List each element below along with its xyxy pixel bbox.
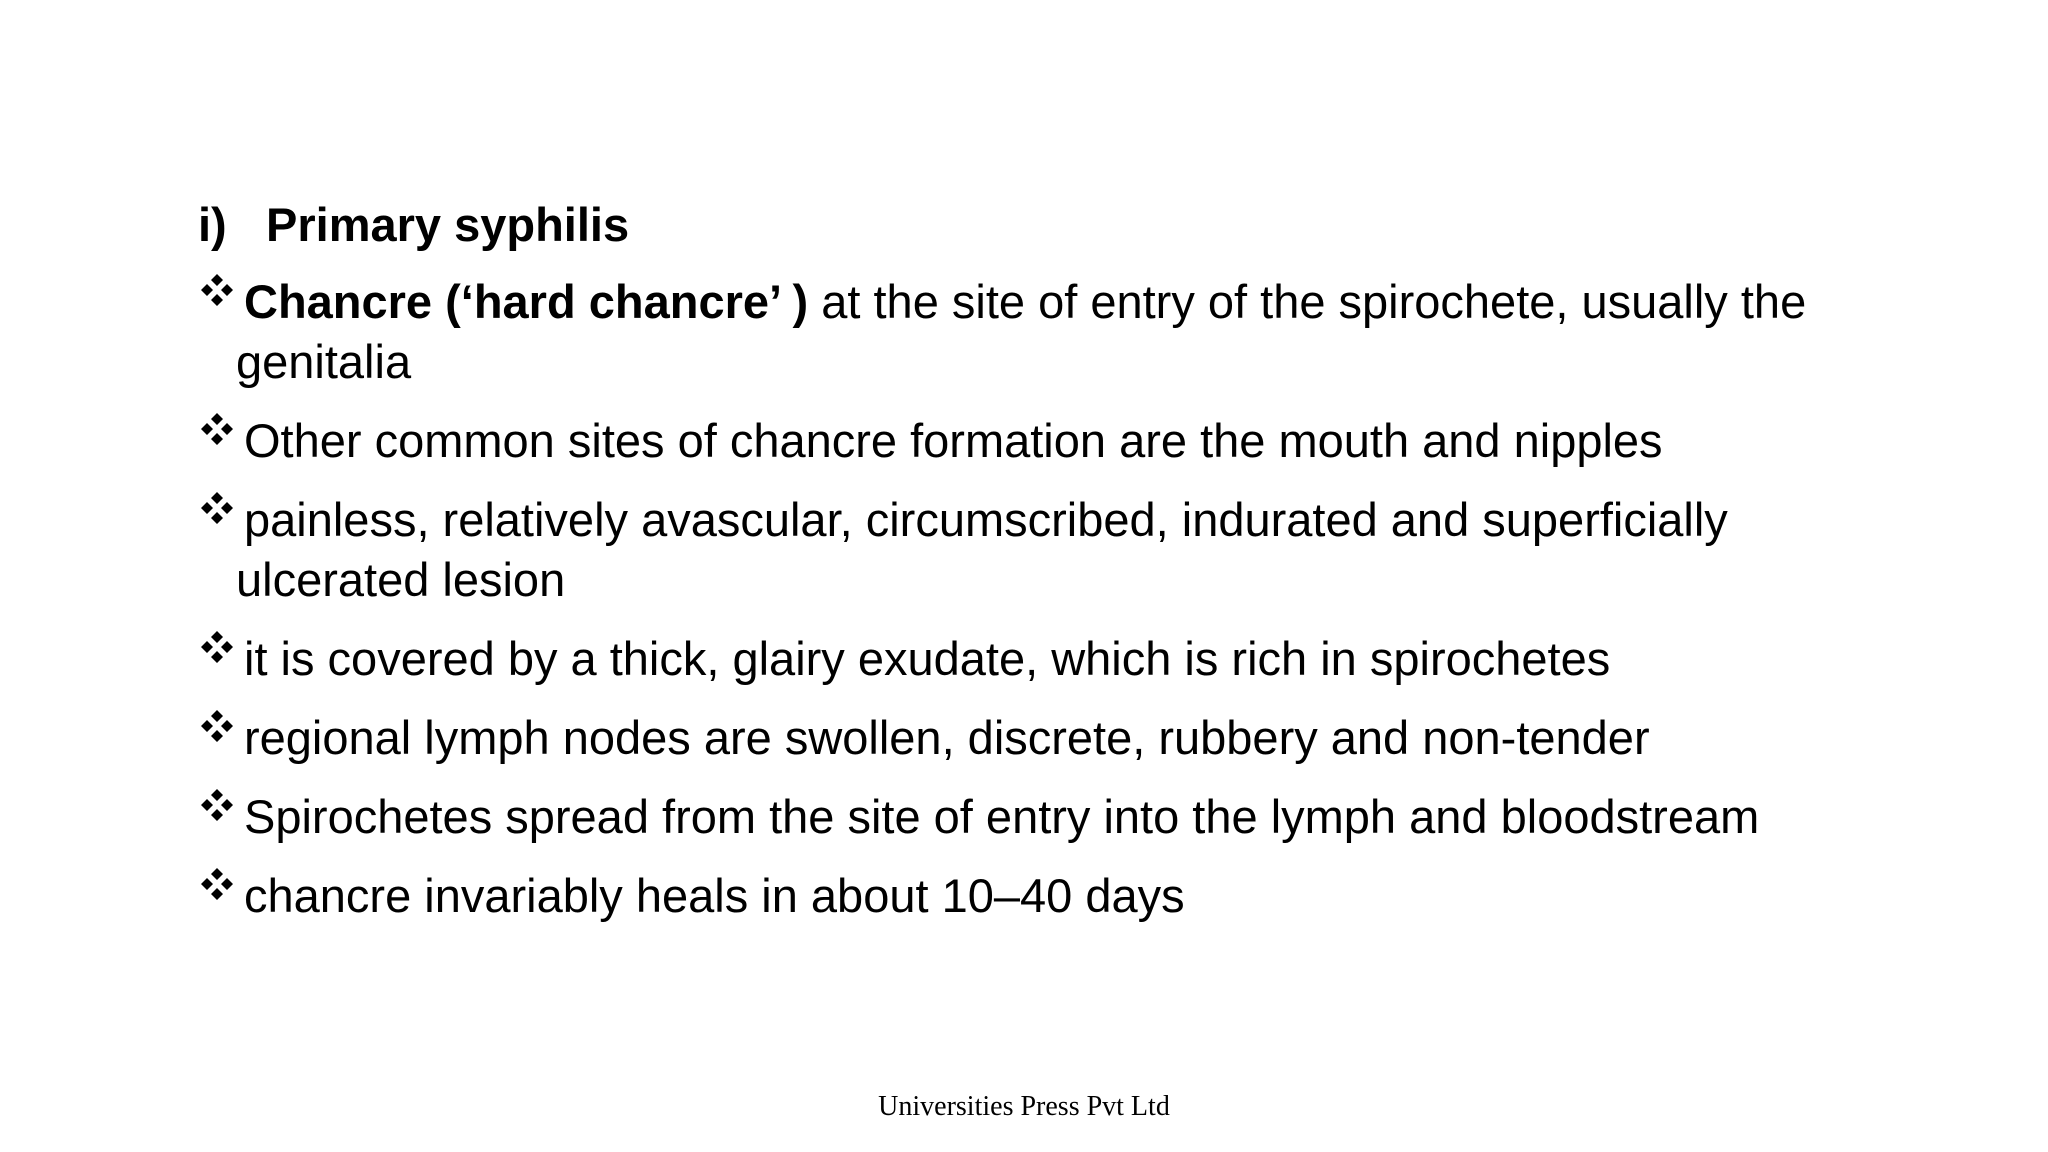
bullet-bold-lead: Chancre (‘hard chancre’ ) [244,275,809,328]
bullet-text [244,708,1918,768]
four-diamond-bullet-icon [198,272,244,316]
section-number: i) [198,198,227,251]
bullet-continuation: ulcerated lesion [236,553,566,606]
list-item [198,708,1918,768]
list-item [198,787,1918,847]
slide-content [198,196,1918,945]
four-diamond-bullet-icon [198,708,244,752]
bullet-continuation: genitalia [236,335,412,388]
bullet-text [244,787,1918,847]
bullet-line: Other common sites of chancre formation are the mouth and nipples [244,414,1663,467]
bullet-list [198,272,1918,926]
four-diamond-bullet-icon [198,787,244,831]
section-heading [198,196,1918,254]
four-diamond-bullet-icon [198,629,244,673]
list-item [198,411,1918,471]
bullet-line: chancre invariably heals in about 10–40 days [244,869,1185,922]
four-diamond-bullet-icon [198,411,244,455]
bullet-text [244,411,1918,471]
section-title: Primary syphilis [266,198,630,251]
bullet-line: painless, relatively avascular, circumscribed, indurated and superficially [244,493,1728,546]
list-item [198,866,1918,926]
bullet-text [236,272,1918,392]
bullet-line: regional lymph nodes are swollen, discrete, rubbery and non-tender [244,711,1650,764]
four-diamond-bullet-icon [198,490,244,534]
bullet-text [236,490,1918,610]
footer-publisher: Universities Press Pvt Ltd [878,1091,1170,1122]
list-item [198,629,1918,689]
bullet-line: it is covered by a thick, glairy exudate, which is rich in spirochetes [244,632,1611,685]
bullet-line: Spirochetes spread from the site of entry into the lymph and bloodstream [244,790,1760,843]
four-diamond-bullet-icon [198,866,244,910]
bullet-text [244,629,1918,689]
bullet-line: at the site of entry of the spirochete, usually the [808,275,1807,328]
list-item [198,490,1918,610]
bullet-text [244,866,1918,926]
list-item [198,272,1918,392]
